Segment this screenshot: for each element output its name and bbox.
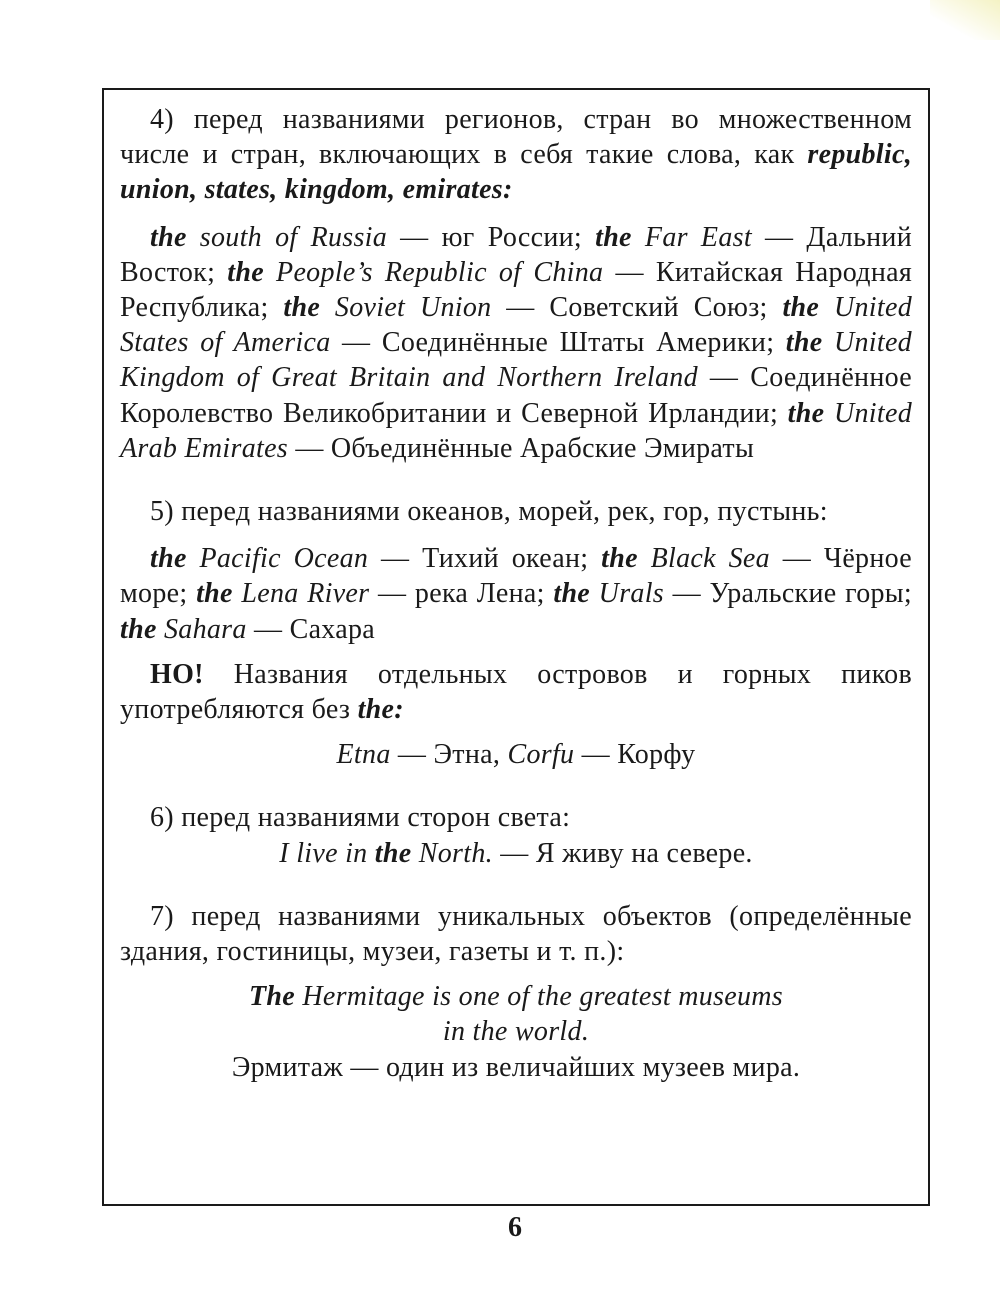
rule-7-example-line-1: The Hermitage is one of the greatest museums bbox=[249, 981, 783, 1013]
rule-4-intro: 4) перед названиями регионов, стран во множественном числе и стран, включающих в себя такие слова, как republic, union, states, kingdom, emirates: bbox=[120, 104, 912, 206]
rule-6-example: I live in the North. — Я живу на севере. bbox=[279, 837, 753, 869]
rule-5-examples: the Pacific Ocean — Тихий океан; the Black Sea — Чёрное море; the Lena River — река Лена; the Urals — Уральские горы; the Sahara — Сахара bbox=[120, 543, 912, 645]
rule-4-examples: the south of Russia — юг России; the Far East — Дальний Восток; the People’s Republic of China — Китайская Народная Республика; the Soviet Union — Советский Союз; the United States of America — Соединённые Штаты Америки; the United Kingdom of Great Britain and Northern Ireland — Соединённое Королевство Великобритании и Северной Ирландии; the United Arab Emirates — Объединённые Арабские Эмираты bbox=[120, 221, 913, 464]
exception-label: НО! bbox=[150, 658, 204, 690]
rule-box bbox=[102, 88, 930, 1206]
rule-7-intro: 7) перед названиями уникальных объектов (определённые здания, гостиницы, музеи, газеты и т. п.): bbox=[120, 900, 912, 968]
page-corner-tint bbox=[930, 0, 1000, 40]
page-number: 6 bbox=[508, 1212, 522, 1243]
rule-7-translation: Эрмитаж — один из величайших музеев мира. bbox=[231, 1051, 801, 1083]
rule-7-example-line-2: in the world. bbox=[442, 1016, 590, 1048]
rule-5-intro: 5) перед названиями океанов, морей, рек, гор, пустынь: bbox=[150, 496, 828, 528]
rule-5-exception-example: Etna — Этна, Corfu — Корфу bbox=[336, 739, 696, 771]
rule-5-exception: НО! Названия отдельных островов и горных пиков употребляются без the: bbox=[120, 658, 912, 726]
rule-6-intro: 6) перед названиями сторон света: bbox=[150, 802, 571, 834]
